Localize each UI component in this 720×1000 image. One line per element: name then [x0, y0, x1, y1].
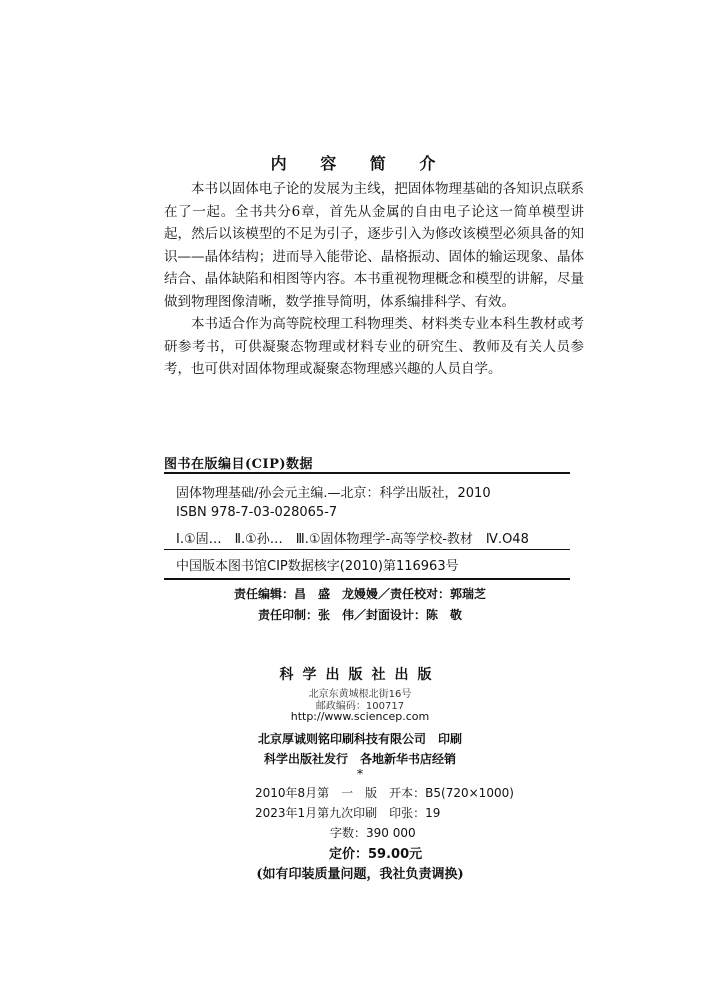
cip-record-line: 中国版本图书馆CIP数据核字(2010)第116963号	[176, 559, 459, 574]
publisher-url: http://www.sciencep.com	[290, 710, 430, 723]
editor-credits: 责任编辑：昌 盛 龙嫚嫚／责任校对：郭瑞芝	[233, 587, 486, 601]
distribution-line: 科学出版社发行 各地新华书店经销	[263, 752, 456, 766]
printer-line: 北京厚诚则铭印刷科技有限公司 印刷	[257, 732, 462, 746]
summary-title: 内 容 简 介	[270, 154, 450, 173]
production-credits: 责任印制：张 伟／封面设计：陈 敬	[257, 608, 462, 622]
separator-star: *	[357, 767, 363, 781]
word-count: 字数：390 000	[330, 826, 416, 840]
cip-title-line: 固体物理基础/孙会元主编.—北京：科学出版社，2010	[176, 486, 491, 501]
edition-line: 2010年8月第 一 版 开本：B5(720×1000)	[255, 786, 514, 800]
cip-top-rule	[164, 472, 570, 474]
publisher-postcode: 邮政编码：100717	[315, 701, 405, 712]
summary-body	[164, 178, 584, 381]
summary-paragraph-2: 本书适合作为高等院校理工科物理类、材料类专业本科生教材或考研参考书，可供凝聚态物理或材料专业的研究生、教师及有关人员参考，也可供对固体物理或凝聚态物理感兴趣的人员自学。	[164, 316, 584, 377]
cip-middle-rule	[164, 549, 570, 550]
summary-paragraph-1: 本书以固体电子论的发展为主线，把固体物理基础的各知识点联系在了一起。全书共分6章，首先从金属的自由电子论这一简单模型讲起，然后以该模型的不足为引子，逐步引入为修改该模型必须具备的知识——晶体结构；进而导入能带论、晶格振动、固体的输运现象、晶体结合、晶体缺陷和相图等内容。本书重视物理概念和模型的讲解，尽量做到物理图像清晰，数学推导简明，体系编排科学、有效。	[164, 181, 584, 310]
publisher-name: 科学出版社出版	[279, 667, 441, 683]
printing-line: 2023年1月第九次印刷 印张：19	[255, 806, 441, 820]
cip-bottom-rule	[164, 578, 570, 580]
quality-notice: (如有印装质量问题，我社负责调换)	[256, 867, 464, 882]
publisher-address: 北京东黄城根北街16号	[308, 689, 412, 700]
price: 定价：59.00元	[329, 847, 423, 862]
cip-isbn-line: ISBN 978-7-03-028065-7	[176, 505, 338, 520]
cip-heading: 图书在版编目(CIP)数据	[164, 457, 314, 472]
cip-classification-line: Ⅰ.①固… Ⅱ.①孙… Ⅲ.①固体物理学-高等学校-教材 Ⅳ.O48	[176, 532, 529, 547]
